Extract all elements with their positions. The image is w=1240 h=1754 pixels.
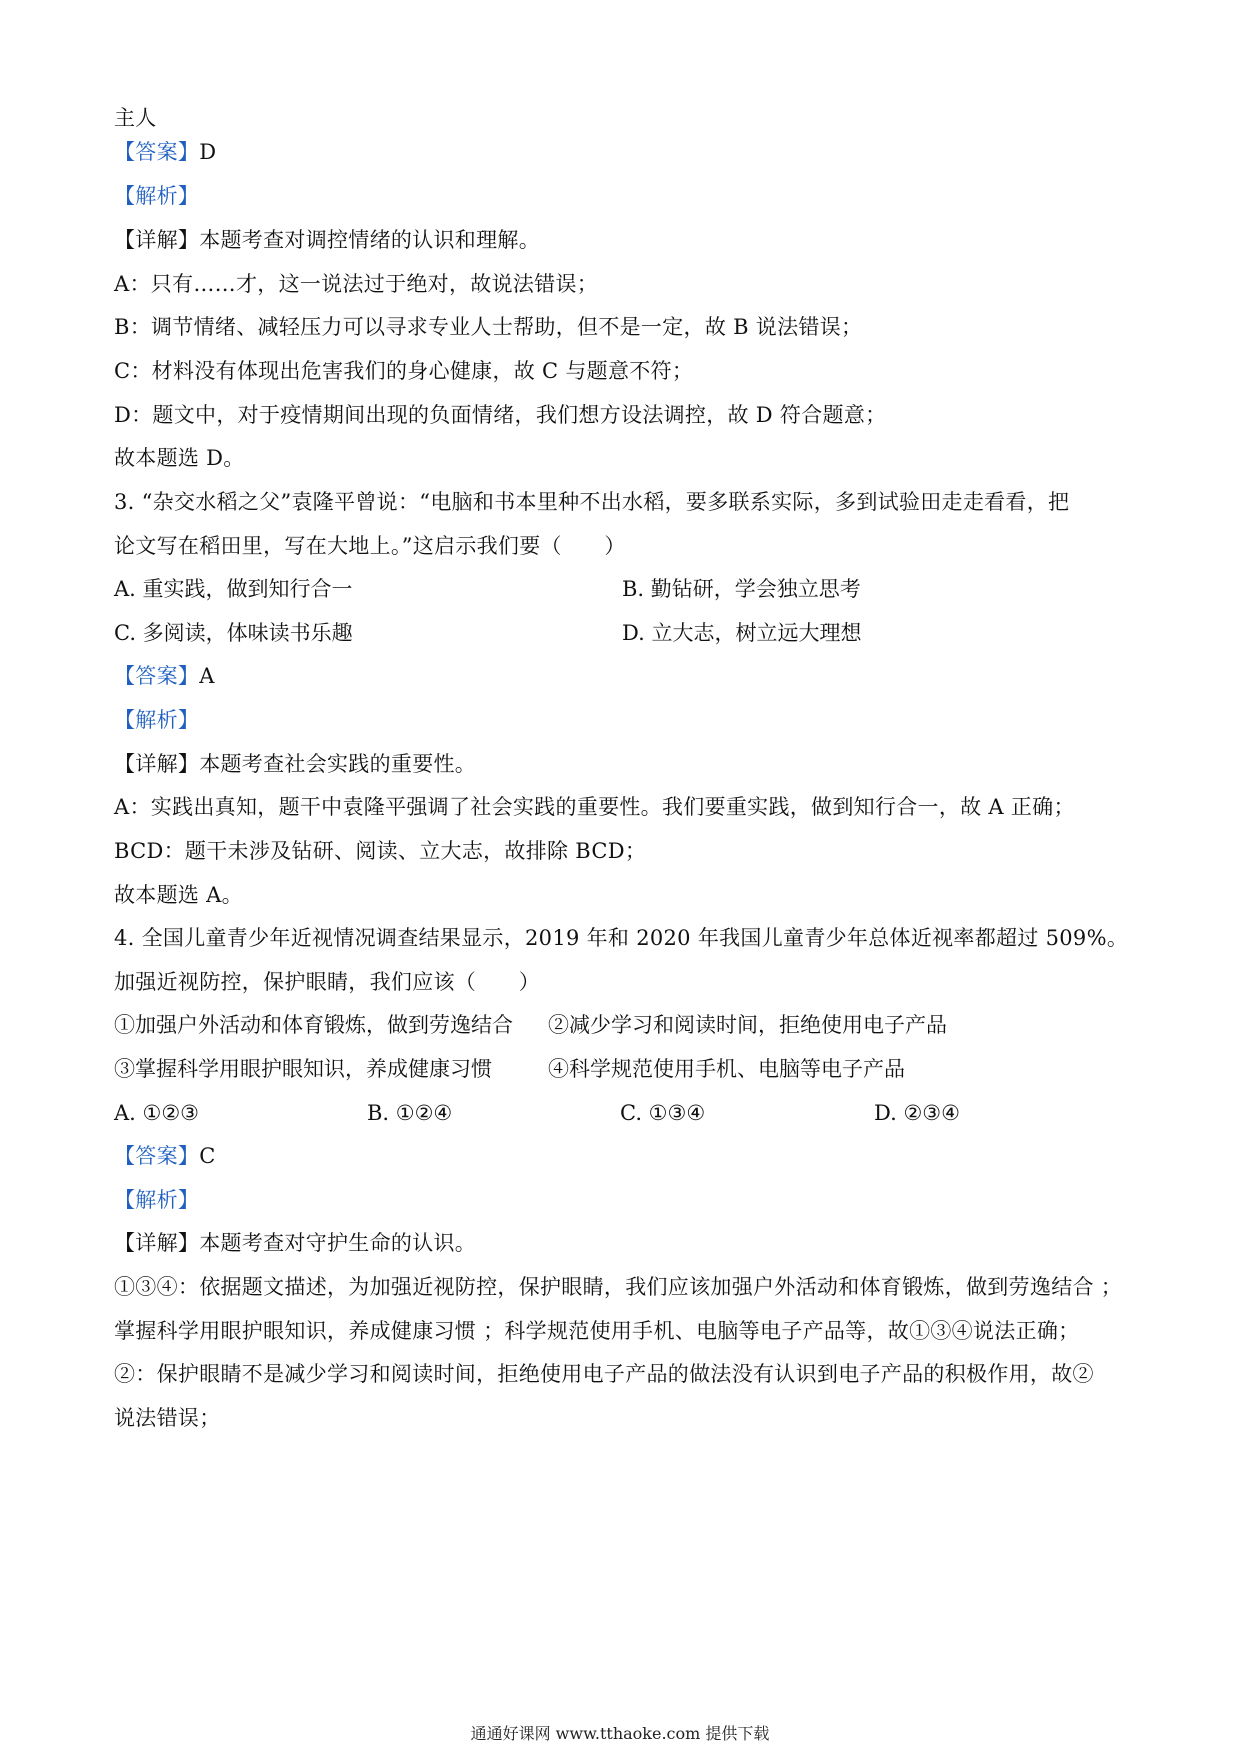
detail-line bbox=[114, 749, 476, 779]
detail-text: 本题考查社会实践的重要性。 bbox=[199, 752, 477, 776]
question-4-option-c: C. ①③④ bbox=[620, 1101, 706, 1125]
text-line: B：调节情绪、减轻压力可以寻求专业人士帮助，但不是一定，故 B 说法错误； bbox=[114, 315, 863, 339]
answer-line bbox=[114, 1141, 216, 1171]
answer-tag: 【答案】 bbox=[114, 140, 200, 164]
question-3-stem: 3. “杂交水稻之父”袁隆平曾说：“电脑和书本里种不出水稻，要多联系实际，多到试验田走走看看，把 bbox=[114, 490, 1070, 514]
question-3-option-a: A. 重实践，做到知行合一 bbox=[114, 577, 353, 601]
text-line: BCD：题干未涉及钻研、阅读、立大志，故排除 BCD； bbox=[114, 839, 647, 863]
detail-tag: 【详解】 bbox=[114, 752, 200, 776]
question-4-stem: 4. 全国儿童青少年近视情况调查结果显示，2019 年和 2020 年我国儿童青少年总体近视率都超过 509%。 bbox=[114, 926, 1129, 950]
question-3-option-d: D. 立大志，树立远大理想 bbox=[622, 621, 862, 645]
detail-line bbox=[114, 1228, 476, 1258]
text-line: A：实践出真知，题干中袁隆平强调了社会实践的重要性。我们要重实践，做到知行合一，故 A 正确； bbox=[114, 795, 1075, 819]
answer-value: D bbox=[199, 140, 217, 164]
detail-tag: 【详解】 bbox=[114, 1231, 200, 1255]
text-line: ②：保护眼睛不是减少学习和阅读时间，拒绝使用电子产品的做法没有认识到电子产品的积极作用，故② bbox=[114, 1362, 1094, 1386]
text-line: ①③④：依据题文描述，为加强近视防控，保护眼睛，我们应该加强户外活动和体育锻炼，做到劳逸结合 ； bbox=[114, 1275, 1123, 1299]
question-4-option-a: A. ①②③ bbox=[114, 1101, 199, 1125]
text-line: A：只有……才，这一说法过于绝对，故说法错误； bbox=[114, 272, 599, 296]
question-4-stem-cont: 加强近视防控，保护眼睛，我们应该（ ） bbox=[114, 970, 540, 994]
text-line: 故本题选 A。 bbox=[114, 883, 243, 907]
question-3-option-c: C. 多阅读，体味读书乐趣 bbox=[114, 621, 353, 645]
analysis-tag: 【解析】 bbox=[114, 1188, 200, 1212]
text-line: 说法错误； bbox=[114, 1406, 221, 1430]
text-line: 主人 bbox=[114, 106, 157, 130]
detail-text: 本题考查对调控情绪的认识和理解。 bbox=[199, 228, 541, 252]
answer-line bbox=[114, 661, 215, 691]
question-4-statement-4: ④科学规范使用手机、电脑等电子产品 bbox=[548, 1057, 905, 1081]
text-line: 掌握科学用眼护眼知识，养成健康习惯 ；科学规范使用手机、电脑等电子产品等，故①③④说法正确； bbox=[114, 1319, 1080, 1343]
answer-value: A bbox=[199, 664, 215, 688]
analysis-tag: 【解析】 bbox=[114, 184, 200, 208]
question-3-stem-cont: 论文写在稻田里，写在大地上。”这启示我们要（ ） bbox=[114, 534, 626, 558]
text-line: D：题文中，对于疫情期间出现的负面情绪，我们想方设法调控，故 D 符合题意； bbox=[114, 403, 887, 427]
question-4-statement-1: ①加强户外活动和体育锻炼，做到劳逸结合 bbox=[114, 1013, 513, 1037]
question-3-option-b: B. 勤钻研，学会独立思考 bbox=[622, 577, 861, 601]
page-footer: 通通好课网 www.tthaoke.com 提供下载 bbox=[470, 1724, 770, 1743]
detail-line bbox=[114, 225, 540, 255]
question-4-option-d: D. ②③④ bbox=[874, 1101, 960, 1125]
question-4-statement-2: ②减少学习和阅读时间，拒绝使用电子产品 bbox=[548, 1013, 947, 1037]
answer-value: C bbox=[199, 1144, 216, 1168]
analysis-tag: 【解析】 bbox=[114, 708, 200, 732]
question-4-option-b: B. ①②④ bbox=[367, 1101, 453, 1125]
detail-tag: 【详解】 bbox=[114, 228, 200, 252]
question-4-statement-3: ③掌握科学用眼护眼知识，养成健康习惯 bbox=[114, 1057, 492, 1081]
answer-tag: 【答案】 bbox=[114, 1144, 200, 1168]
text-line: C：材料没有体现出危害我们的身心健康，故 C 与题意不符； bbox=[114, 359, 694, 383]
answer-line bbox=[114, 137, 216, 167]
text-line: 故本题选 D。 bbox=[114, 446, 245, 470]
detail-text: 本题考查对守护生命的认识。 bbox=[199, 1231, 477, 1255]
answer-tag: 【答案】 bbox=[114, 664, 200, 688]
